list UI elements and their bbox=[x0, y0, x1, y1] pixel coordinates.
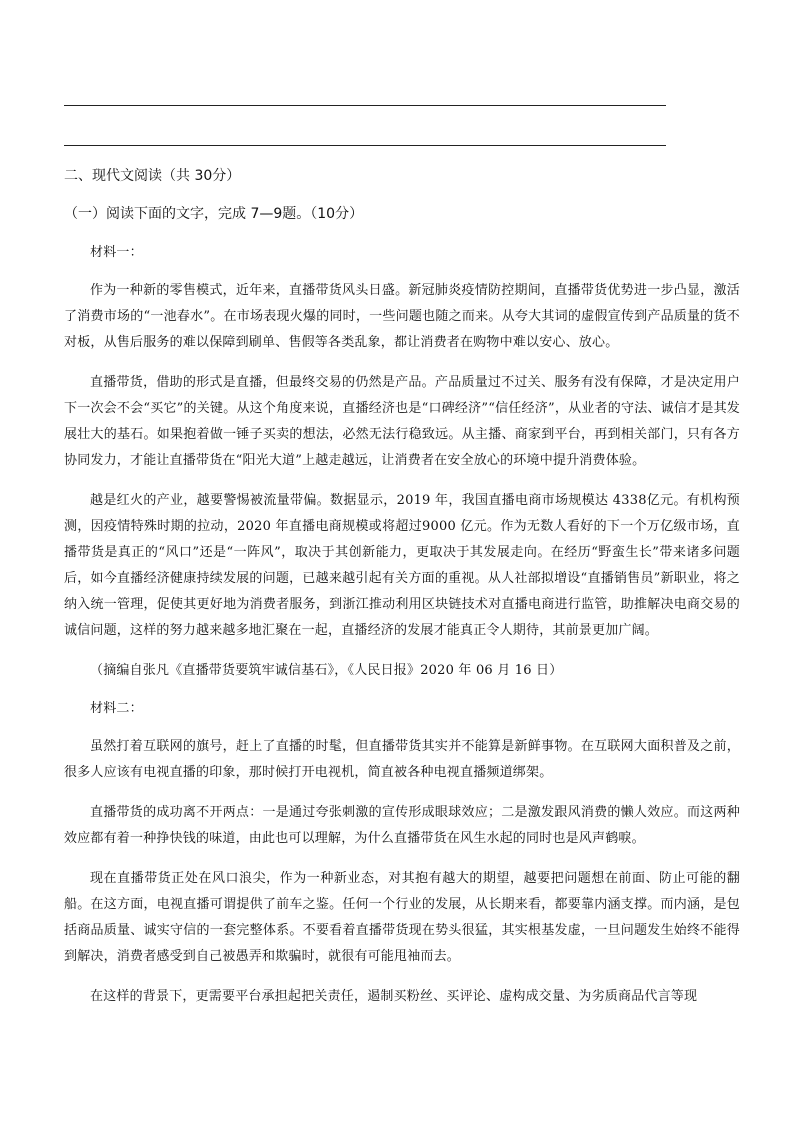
reading-passage bbox=[64, 240, 740, 1024]
answer-line bbox=[64, 145, 666, 146]
paragraph: 直播带货的成功离不开两点：一是通过夸张刺激的宣传形成眼球效应；二是激发跟风消费的懒人效应。而这两种效应都有着一种挣快钱的味道，由此也可以理解，为什么直播带货在风生水起的同时也是风声鹤唳。 bbox=[64, 805, 740, 846]
answer-line bbox=[64, 105, 666, 106]
material-label: 材料一： bbox=[90, 245, 143, 260]
paragraph: 在这样的背景下，更需要平台承担起把关责任，遏制买粉丝、买评论、虚构成交量、为劣质商品代言等现 bbox=[90, 989, 698, 1004]
material-label: 材料二： bbox=[90, 701, 143, 716]
question-instruction: （一）阅读下面的文字，完成 7—9题。（10分） bbox=[64, 206, 364, 222]
paragraph: 直播带货，借助的形式是直播，但最终交易的仍然是产品。产品质量过不过关、服务有没有保障，才是决定用户下一次会不会“买它”的关键。从这个角度来说，直播经济也是“口碑经济”“信任经济”，从业者的守法、诚信才是其发展壮大的基石。如果抱着做一锤子买卖的想法，必然无法行稳致远。从主播、商家到平台，再到相关部门，只有各方协同发力，才能让直播带货在“阳光大道”上越走越远，让消费者在安全放心的环境中提升消费体验。 bbox=[64, 375, 740, 468]
paragraph: 越是红火的产业，越要警惕被流量带偏。数据显示，2019 年，我国直播电商市场规模达 4338亿元。有机构预测，因疫情特殊时期的拉动，2020 年直播电商规模或将超过9000 亿元。作为无数人看好的下一个万亿级市场，直播带货是真正的“风口”还是“一阵风”，取决于其创新能力，更取决于其发展走向。在经历“野蛮生长”带来诸多问题后，如今直播经济健康持续发展的问题，已越来越引起有关方面的重视。从人社部拟增设“直播销售员”新职业，将之纳入统一管理，促使其更好地为消费者服务，到浙江推动利用区块链技术对直播电商进行监管，助推解决电商交易的诚信问题，这样的努力越来越多地汇聚在一起，直播经济的发展才能真正令人期待，其前景更加广阔。 bbox=[64, 493, 740, 638]
paragraph: 作为一种新的零售模式，近年来，直播带货风头日盛。新冠肺炎疫情防控期间，直播带货优势进一步凸显，激活了消费市场的“一池春水”。在市场表现火爆的同时，一些问题也随之而来。从夸大其词的虚假宣传到产品质量的货不对板，从售后服务的难以保障到刷单、售假等各类乱象，都让消费者在购物中难以安心、放心。 bbox=[64, 283, 740, 350]
section-title: 二、现代文阅读（共 30分） bbox=[64, 168, 241, 184]
paragraph: 虽然打着互联网的旗号，赶上了直播的时髦，但直播带货其实并不能算是新鲜事物。在互联网大面积普及之前，很多人应该有电视直播的印象，那时候打开电视机，简直被各种电视直播频道绑架。 bbox=[64, 739, 740, 780]
paragraph: 现在直播带货正处在风口浪尖，作为一种新业态，对其抱有越大的期望，越要把问题想在前面、防止可能的翻船。在这方面，电视直播可谓提供了前车之鉴。任何一个行业的发展，从长期来看，都要靠内涵支撑。而内涵，是包括商品质量、诚实守信的一套完整体系。不要看着直播带货现在势头很猛，其实根基发虚，一旦问题发生始终不能得到解决，消费者感受到自己被愚弄和欺骗时，就很有可能甩袖而去。 bbox=[64, 871, 740, 964]
source-citation: （摘编自张凡《直播带货要筑牢诚信基石》，《人民日报》2020 年 06 月 16 日） bbox=[90, 663, 563, 678]
